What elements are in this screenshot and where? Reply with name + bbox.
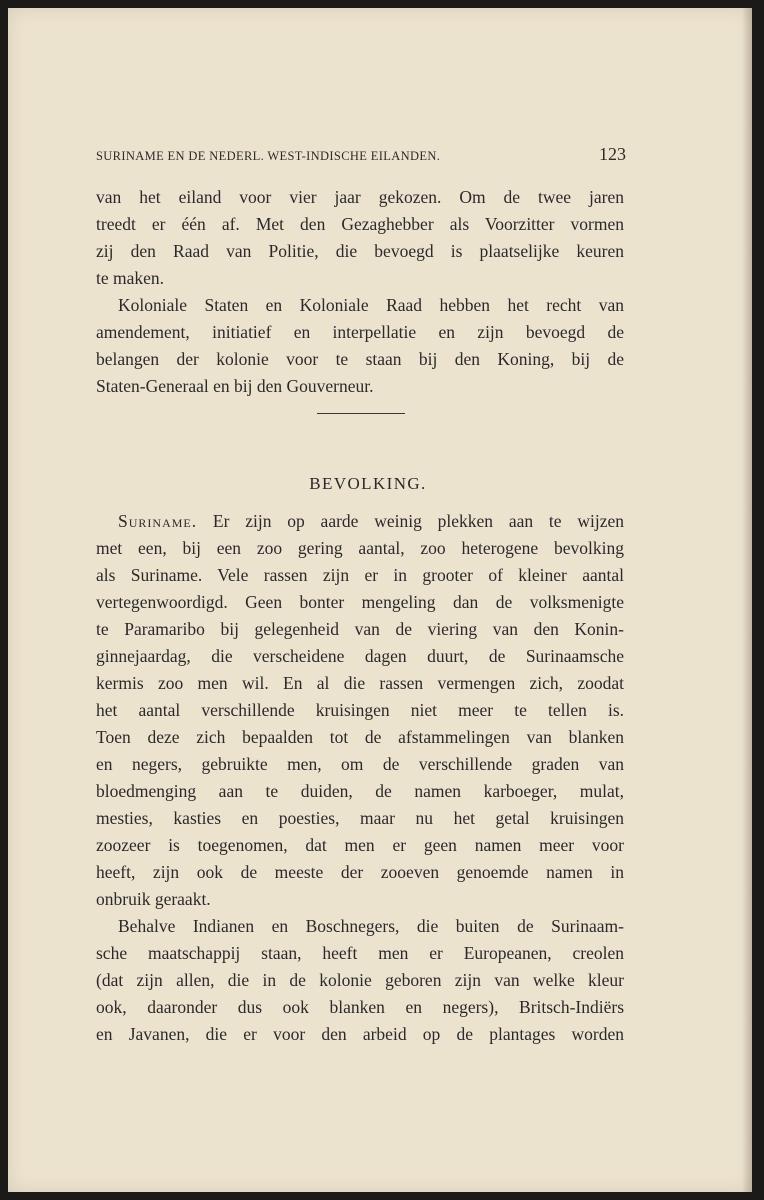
text-line: als Suriname. Vele rassen zijn er in grooter of kleiner aantal — [96, 565, 624, 585]
text-line: te maken. — [96, 268, 165, 288]
text-line: van het eiland voor vier jaar gekozen. Om de twee jaren — [96, 187, 624, 207]
page-number: 123 — [599, 144, 626, 164]
text-line: belangen der kolonie voor te staan bij den Koning, bij de — [96, 349, 624, 369]
text-line: Behalve Indianen en Boschnegers, die buiten de Surinaam- — [118, 916, 624, 936]
text-line: onbruik geraakt. — [96, 889, 211, 909]
text-line: treedt er één af. Met den Gezaghebber als Voorzitter vormen — [96, 214, 624, 234]
text-line: vertegenwoordigd. Geen bonter mengeling dan de volksmenigte — [96, 592, 624, 612]
lead-line-text: Er zijn op aarde weinig plekken aan te wijzen — [212, 511, 624, 531]
text-line: zoozeer is toegenomen, dat men er geen namen meer voor — [96, 835, 624, 855]
text-line: en negers, gebruikte men, om de verschillende graden van — [96, 754, 624, 774]
section-divider — [317, 413, 405, 414]
page-edge-shadow — [742, 8, 752, 1192]
text-line: het aantal verschillende kruisingen niet meer te tellen is. — [96, 700, 624, 720]
text-line: bloedmenging aan te duiden, de namen karboeger, mulat, — [96, 781, 624, 801]
text-line: sche maatschappij staan, heeft men er Europeanen, creolen — [96, 943, 624, 963]
text-line: en Javanen, die er voor den arbeid op de plantages worden — [96, 1024, 624, 1044]
text-line: amendement, initiatief en interpellatie en zijn bevoegd de — [96, 322, 624, 342]
running-title: SURINAME EN DE NEDERL. WEST-INDISCHE EILANDEN. — [96, 149, 441, 163]
lead-word: Suriname. — [118, 511, 198, 531]
running-head — [96, 140, 626, 168]
text-line: ook, daaronder dus ook blanken en negers), Britsch-Indiërs — [96, 997, 624, 1017]
text-line: Toen deze zich bepaalden tot de afstammelingen van blanken — [96, 727, 624, 747]
text-line: mesties, kasties en poesties, maar nu het getal kruisingen — [96, 808, 624, 828]
text-line: te Paramaribo bij gelegenheid van de viering van den Konin- — [96, 619, 624, 639]
text-line: Koloniale Staten en Koloniale Raad hebben het recht van — [118, 295, 624, 315]
text-line: heeft, zijn ook de meeste der zooeven genoemde namen in — [96, 862, 624, 882]
text-line-lead — [96, 508, 624, 535]
text-line: (dat zijn allen, die in de kolonie geboren zijn van welke kleur — [96, 970, 624, 990]
text-line: ginnejaardag, die verscheidene dagen duurt, de Surinaamsche — [96, 646, 624, 666]
text-line: kermis zoo men wil. En al die rassen vermengen zich, zoodat — [96, 673, 624, 693]
text-line: met een, bij een zoo gering aantal, zoo heterogene bevolking — [96, 538, 624, 558]
text-line: Staten-Generaal en bij den Gouverneur. — [96, 376, 374, 396]
book-page — [8, 8, 752, 1192]
section-heading: BEVOLKING. — [309, 474, 427, 493]
text-line: zij den Raad van Politie, die bevoegd is plaatselijke keuren — [96, 241, 624, 261]
